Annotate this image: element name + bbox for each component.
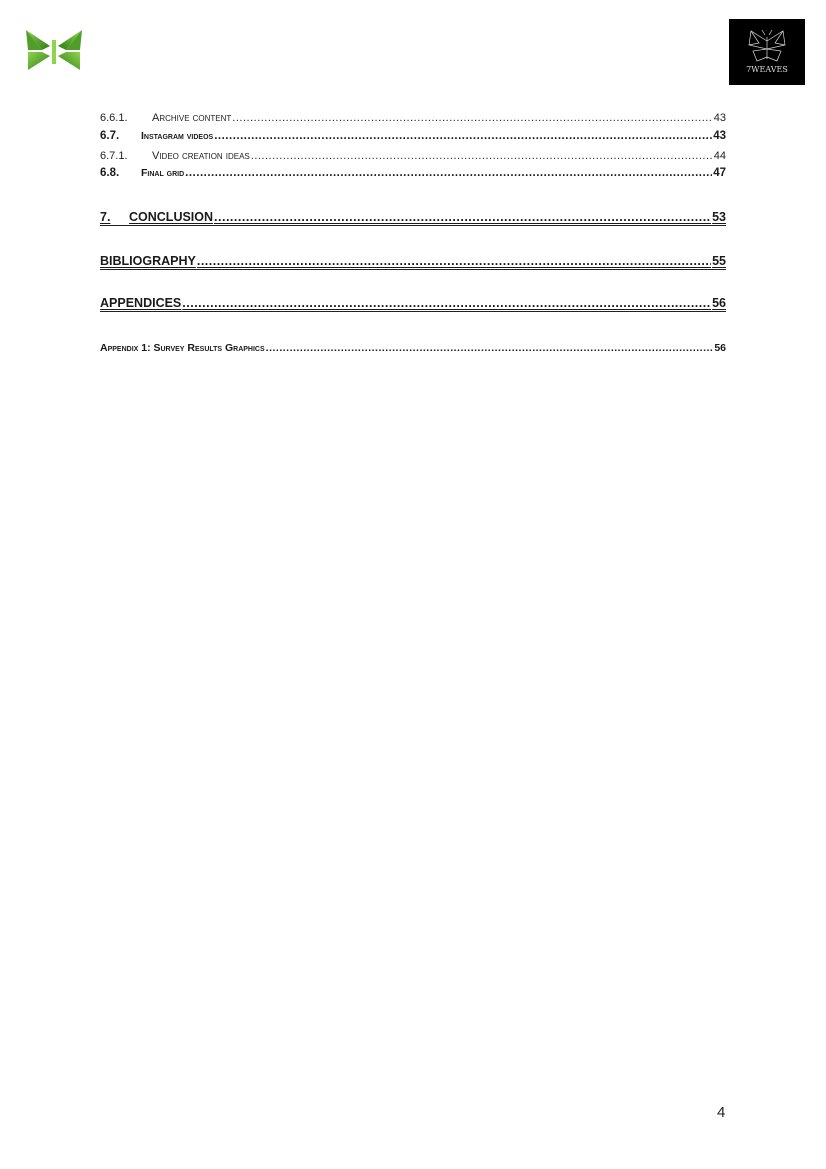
- toc-entry-page: 43: [713, 112, 726, 124]
- toc-leader-dots: [214, 211, 711, 224]
- toc-entry-page: 47: [713, 167, 726, 179]
- toc-leader-dots: [185, 168, 712, 180]
- toc-entry-number: 6.7.: [100, 130, 120, 142]
- page-number: 4: [717, 1104, 726, 1121]
- toc-entry-page: 56: [712, 296, 726, 310]
- toc-entry-title: Instagram videos: [141, 130, 214, 142]
- toc-entry-title: Archive content: [152, 112, 232, 124]
- toc-entry-page: 44: [713, 150, 726, 162]
- toc-entry-conclusion[interactable]: [100, 211, 726, 226]
- toc-entry-appendices[interactable]: [100, 297, 726, 312]
- toc-leader-dots: [266, 343, 714, 354]
- toc-entry-page: 55: [712, 254, 726, 268]
- green-butterfly-logo-icon: [22, 26, 86, 74]
- logo-wordmark: 7WEAVES: [746, 65, 788, 74]
- toc-entry-final-grid[interactable]: [100, 168, 726, 180]
- toc-entry-instagram-videos[interactable]: [100, 131, 726, 143]
- toc-leader-dots: [214, 131, 712, 143]
- toc-entry-bibliography[interactable]: [100, 255, 726, 270]
- toc-entry-title: Video creation ideas: [152, 150, 250, 162]
- toc-entry-title: Final grid: [141, 167, 185, 179]
- toc-entry-number: 6.8.: [100, 167, 120, 179]
- 7weaves-logo: [729, 19, 805, 85]
- 7weaves-butterfly-logo-icon: [729, 19, 805, 85]
- toc-entry-title: APPENDICES: [100, 296, 182, 310]
- toc-entry-number: 6.6.1.: [100, 112, 128, 124]
- toc-leader-dots: [197, 255, 711, 268]
- toc-leader-dots: [232, 113, 712, 124]
- toc-entry-video-creation-ideas[interactable]: [100, 151, 726, 162]
- toc-entry-title: Appendix 1: Survey Results Graphics: [100, 342, 265, 354]
- toc-entry-title: BIBLIOGRAPHY: [100, 254, 196, 268]
- toc-entry-page: 53: [712, 210, 726, 224]
- toc-entry-appendix-1[interactable]: [100, 343, 726, 354]
- toc-entry-archive-content[interactable]: [100, 113, 726, 124]
- toc-entry-page: 56: [714, 342, 726, 354]
- toc-entry-title: CONCLUSION: [129, 210, 214, 224]
- toc-entry-page: 43: [713, 130, 726, 142]
- toc-entry-number: 7.: [100, 210, 111, 224]
- toc-leader-dots: [251, 151, 713, 162]
- toc-leader-dots: [182, 297, 711, 310]
- toc-entry-number: 6.7.1.: [100, 150, 128, 162]
